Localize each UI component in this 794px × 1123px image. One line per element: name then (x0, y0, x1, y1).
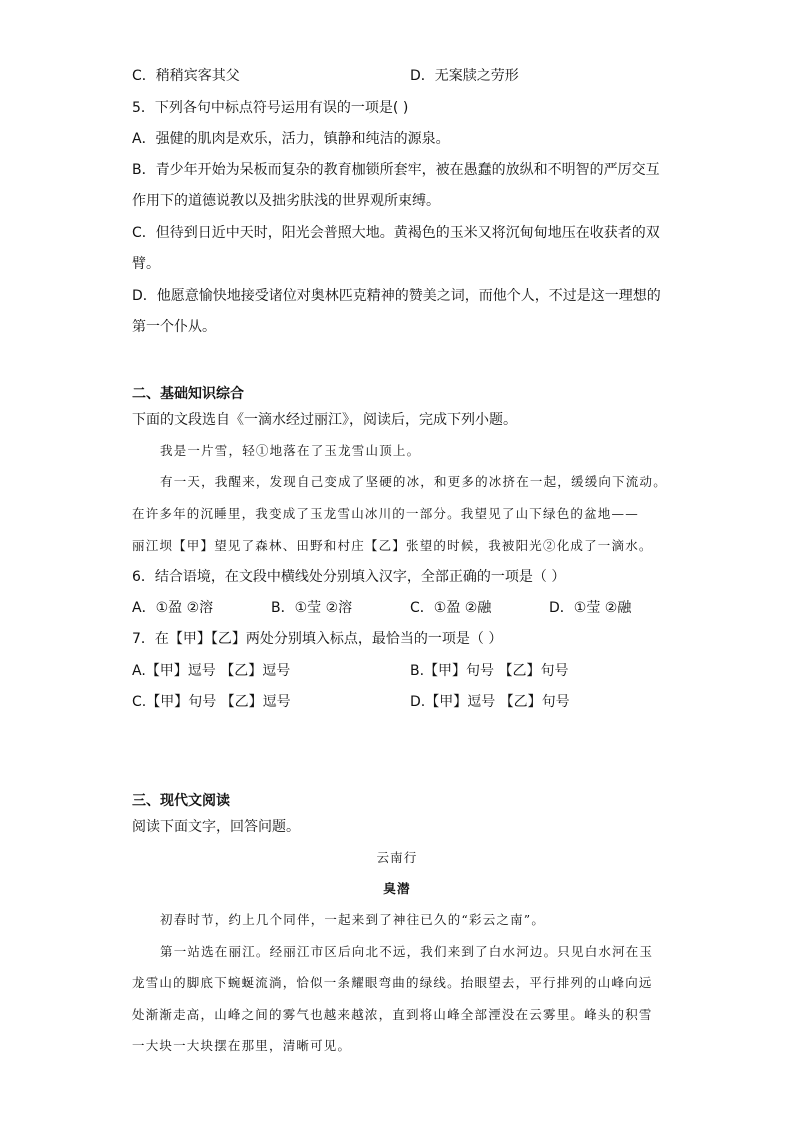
q7-option-a[interactable]: A.【甲】逗号 【乙】逗号 (132, 663, 291, 679)
q7-stem: 7．在【甲】【乙】两处分别填入标点，最恰当的一项是（ ） (132, 631, 503, 647)
q5-option-b-line2: 作用下的道德说教以及拙劣肤浅的世界观所束缚。 (132, 193, 440, 209)
article-paragraph-1: 初春时节，约上几个同伴，一起来到了神往已久的“彩云之南”。 (160, 912, 546, 927)
article-paragraph-2-line2: 龙雪山的脚底下蜿蜒流淌，恰似一条耀眼弯曲的绿线。抬眼望去，平行排列的山峰向远 (132, 975, 653, 990)
passage-paragraph-2-line2: 在许多年的沉睡里，我变成了玉龙雪山冰川的一部分。我望见了山下绿色的盆地—— (132, 506, 639, 521)
passage-paragraph-2-line3: 丽江坝【甲】望见了森林、田野和村庄【乙】张望的时候，我被阳光②化成了一滴水。 (132, 538, 653, 553)
q4-option-d[interactable]: D．无案牍之劳形 (410, 68, 519, 84)
q5-option-d-line1[interactable]: D．他愿意愉快地接受诸位对奥林匹克精神的赞美之词，而他个人，不过是这一理想的 (132, 288, 661, 304)
q4-options-row (132, 66, 240, 86)
section2-intro: 下面的文段选自《一滴水经过丽江》，阅读后，完成下列小题。 (132, 412, 517, 428)
q6-stem: 6．结合语境，在文段中横线处分别填入汉字，全部正确的一项是（ ） (132, 569, 566, 585)
q6-option-c[interactable]: C．①盈 ②融 (410, 600, 492, 616)
q5-stem: 5．下列各句中标点符号运用有误的一项是( ) (132, 100, 409, 116)
section2-title: 二、基础知识综合 (132, 386, 244, 402)
section3-title: 三、现代文阅读 (132, 793, 230, 809)
q5-option-c-line1[interactable]: C．但待到日近中天时，阳光会普照大地。黄褐色的玉米又将沉甸甸地压在收获者的双 (132, 225, 660, 241)
article-paragraph-2-line4: 一大块一大块摆在那里，清晰可见。 (132, 1038, 352, 1053)
article-author: 臭潜 (383, 881, 411, 896)
q5-option-c-line2: 臂。 (132, 256, 160, 272)
q7-option-c[interactable]: C.【甲】句号 【乙】逗号 (132, 694, 291, 710)
q4-option-c[interactable]: C．稍稍宾客其父 (132, 68, 240, 84)
article-title: 云南行 (376, 850, 418, 865)
q4-option-d-wrap (410, 66, 519, 86)
q7-option-d[interactable]: D.【甲】逗号 【乙】句号 (410, 694, 570, 710)
q5-option-d-line2: 第一个仆从。 (132, 319, 216, 335)
q6-option-d[interactable]: D．①莹 ②融 (549, 600, 632, 616)
passage-paragraph-1: 我是一片雪，轻①地落在了玉龙雪山顶上。 (160, 443, 421, 458)
section3-intro: 阅读下面文字，回答问题。 (132, 819, 300, 835)
q6-option-a[interactable]: A．①盈 ②溶 (132, 600, 214, 616)
passage-paragraph-2-line1: 有一天，我醒来，发现自己变成了坚硬的冰，和更多的冰挤在一起，缓缓向下流动。 (160, 474, 667, 489)
q7-option-b[interactable]: B.【甲】句号 【乙】句号 (410, 663, 569, 679)
article-paragraph-2-line3: 处渐渐走高，山峰之间的雾气也越来越浓，直到将山峰全部湮没在云雾里。峰头的积雪 (132, 1007, 653, 1022)
q5-option-b-line1[interactable]: B．青少年开始为呆板而复杂的教育枷锁所套牢，被在愚蠢的放纵和不明智的严厉交互 (132, 162, 660, 178)
q6-option-b[interactable]: B．①莹 ②溶 (271, 600, 353, 616)
article-paragraph-2-line1: 第一站选在丽江。经丽江市区后向北不远，我们来到了白水河边。只见白水河在玉 (160, 944, 654, 959)
q5-option-a[interactable]: A．强健的肌肉是欢乐，活力，镇静和纯洁的源泉。 (132, 131, 450, 147)
